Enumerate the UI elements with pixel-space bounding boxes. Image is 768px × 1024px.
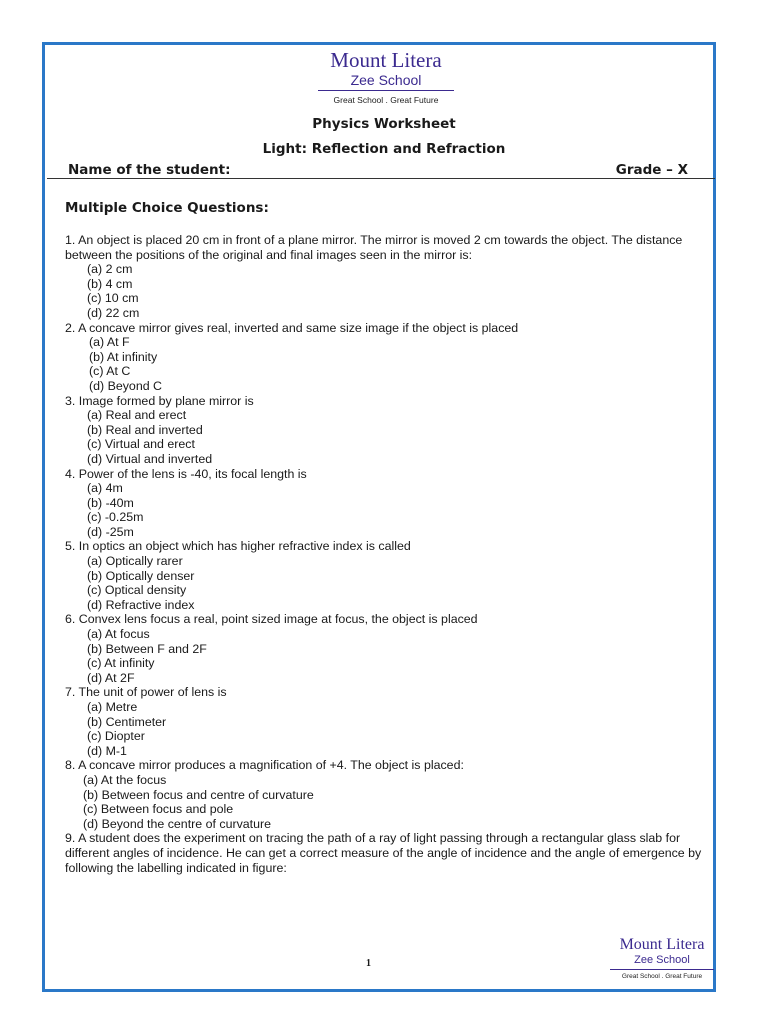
page-number: 1 — [366, 958, 371, 969]
question-option: (d) Refractive index — [87, 597, 195, 612]
question-option: (c) Virtual and erect — [87, 437, 195, 452]
student-name-label: Name of the student: — [68, 162, 231, 178]
question-option: (b) Centimeter — [87, 714, 167, 729]
question-text: 3. Image formed by plane mirror is — [65, 393, 254, 408]
question-option: (c) At C — [89, 364, 131, 379]
logo-tagline: Great School . Great Future — [333, 95, 439, 105]
question-text: 9. A student does the experiment on tracing the path of a ray of light passing through a rectangular glass slab for different angles of incidence. He can get a correct measure of the angle of incidence and the angle of emergence by following the labelling indicated in figure: — [65, 831, 702, 875]
grade-label: Grade – X — [615, 162, 688, 178]
question-option: (d) At 2F — [87, 670, 135, 685]
question-list — [65, 233, 705, 875]
question-option: (a) At the focus — [83, 772, 167, 787]
question-option: (a) 4m — [87, 481, 123, 496]
question-option: (a) At F — [89, 335, 130, 350]
question-option: (d) Beyond the centre of curvature — [83, 816, 272, 831]
question-option: (d) M-1 — [87, 743, 127, 758]
question-option: (a) At focus — [87, 627, 150, 642]
question-text: 7. The unit of power of lens is — [65, 685, 227, 700]
worksheet-subtitle: Light: Reflection and Refraction — [262, 141, 506, 157]
question-option: (b) At infinity — [89, 349, 158, 364]
header-divider — [47, 178, 715, 179]
question-option: (b) 4 cm — [87, 276, 133, 291]
student-row — [68, 162, 688, 178]
logo-name: Mount Litera — [330, 48, 442, 72]
question-option: (c) Diopter — [87, 729, 145, 744]
question-option: (c) At infinity — [87, 656, 155, 671]
section-title: Multiple Choice Questions: — [65, 200, 269, 216]
worksheet-title: Physics Worksheet — [312, 116, 456, 132]
question-option: (d) -25m — [87, 524, 134, 539]
question-option: (a) Metre — [87, 700, 138, 714]
footer-logo-school: Zee School — [610, 954, 714, 970]
question-option: (c) Optical density — [87, 583, 187, 598]
question-text: 4. Power of the lens is -40, its focal length is — [65, 466, 307, 481]
question-option: (b) Between focus and centre of curvature — [83, 787, 314, 802]
question-text: 1. An object is placed 20 cm in front of a plane mirror. The mirror is moved 2 cm towards the object. The distance between the positions of the original and final images seen in the mirror is: — [65, 233, 683, 262]
question-text: 6. Convex lens focus a real, point sized image at focus, the object is placed — [65, 612, 478, 627]
question-option: (d) 22 cm — [87, 305, 140, 320]
footer-logo-tagline: Great School . Great Future — [621, 973, 703, 980]
logo-school: Zee School — [318, 72, 454, 91]
question-option: (b) Between F and 2F — [87, 641, 207, 656]
footer-logo — [608, 936, 716, 981]
school-logo — [314, 48, 458, 106]
question-option: (b) Optically denser — [87, 568, 195, 583]
question-option: (b) Real and inverted — [87, 422, 203, 437]
question-option: (c) 10 cm — [87, 291, 139, 306]
question-option: (b) -40m — [87, 495, 134, 510]
question-option: (a) Optically rarer — [87, 554, 183, 569]
question-text: 2. A concave mirror gives real, inverted and same size image if the object is placed — [65, 320, 519, 335]
question-text: 5. In optics an object which has higher refractive index is called — [65, 539, 411, 554]
question-option: (c) -0.25m — [87, 510, 144, 525]
question-text: 8. A concave mirror produces a magnification of +4. The object is placed: — [65, 758, 464, 773]
footer-logo-name: Mount Litera — [619, 936, 705, 953]
question-option: (c) Between focus and pole — [83, 802, 234, 817]
question-option: (d) Beyond C — [89, 378, 163, 393]
question-option: (a) Real and erect — [87, 408, 187, 423]
question-option: (a) 2 cm — [87, 262, 133, 277]
question-option: (d) Virtual and inverted — [87, 451, 213, 466]
